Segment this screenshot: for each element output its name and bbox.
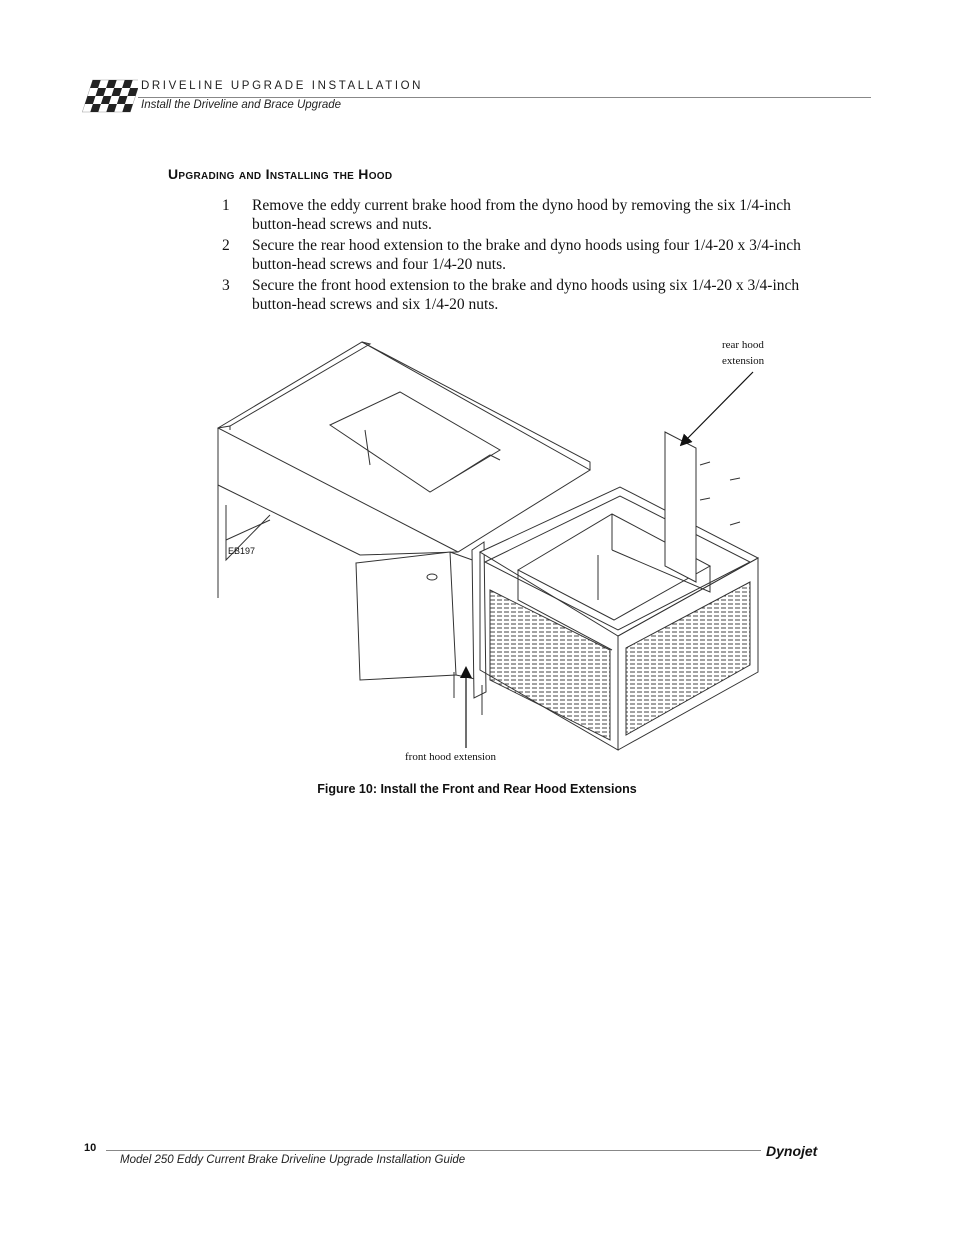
dynojet-logo (764, 1143, 864, 1159)
step-number: 2 (222, 237, 230, 254)
footer-title: Model 250 Eddy Current Brake Driveline Upgrade Installation Guide (120, 1154, 466, 1166)
step-item (222, 236, 802, 274)
step-list (222, 196, 802, 316)
rear-hood-label (722, 337, 764, 369)
header-title: DRIVELINE UPGRADE INSTALLATION (141, 80, 424, 92)
step-text: Secure the front hood extension to the brake and dyno hoods using six 1/4-20 x 3/4-inch button-head screws and six 1/4-20 nuts. (252, 277, 800, 313)
hood-assembly-drawing (210, 330, 790, 770)
figure-caption: Figure 10: Install the Front and Rear Hood Extensions (317, 782, 637, 796)
rear-hood-leader-arrow (684, 372, 753, 442)
step-number: 1 (222, 197, 230, 214)
dynojet-logo-text: Dynojet (766, 1143, 818, 1159)
checkered-flag-icon (80, 76, 138, 118)
hood-extension-figure (210, 330, 790, 770)
footer-rule (106, 1150, 761, 1151)
rear-hood-label-line1: rear hood (722, 339, 764, 351)
page-number: 10 (84, 1142, 97, 1154)
step-text: Remove the eddy current brake hood from the dyno hood by removing the six 1/4-inch button-head screws and nuts. (252, 197, 791, 233)
step-text: Secure the rear hood extension to the brake and dyno hoods using four 1/4-20 x 3/4-inch button-head screws and four 1/4-20 nuts. (252, 237, 801, 273)
step-item (222, 276, 802, 314)
step-number: 3 (222, 277, 230, 294)
front-hood-label: front hood extension (405, 751, 497, 763)
rear-hood-label-line2: extension (722, 355, 765, 367)
figure-id-label: EB197 (228, 546, 256, 556)
header-subtitle: Install the Driveline and Brace Upgrade (141, 99, 342, 111)
header-rule (138, 97, 871, 98)
step-item (222, 196, 802, 234)
section-title: Upgrading and Installing the Hood (168, 166, 393, 182)
